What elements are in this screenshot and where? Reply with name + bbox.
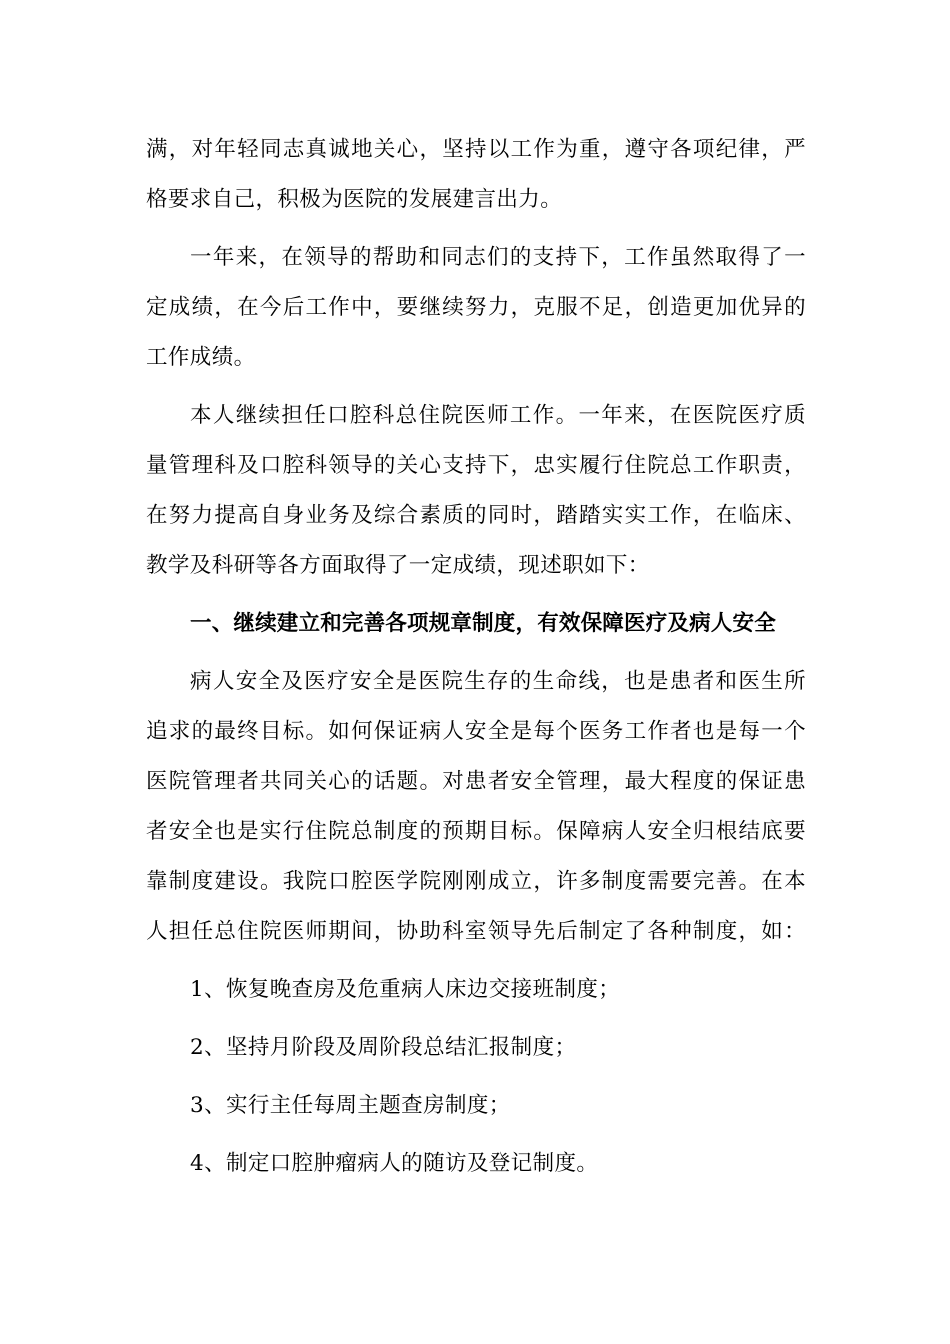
paragraph-3-line-2: 量管理科及口腔科领导的关心支持下，忠实履行住院总工作职责， [146, 453, 806, 478]
paragraph-3-line-1: 本人继续担任口腔科总住院医师工作。一年来，在医院医疗质 [190, 403, 806, 428]
section-heading: 一、继续建立和完善各项规章制度，有效保障医疗及病人安全 [190, 611, 776, 636]
paragraph-4-line-4: 者安全也是实行住院总制度的预期目标。保障病人安全归根结底要 [146, 819, 806, 844]
paragraph-4-line-2: 追求的最终目标。如何保证病人安全是每个医务工作者也是每一个 [146, 719, 806, 744]
paragraph-3-line-3: 在努力提高自身业务及综合素质的同时，踏踏实实工作，在临床、 [146, 503, 806, 528]
paragraph-4-line-5: 靠制度建设。我院口腔医学院刚刚成立，许多制度需要完善。在本 [146, 869, 806, 894]
paragraph-4-line-1: 病人安全及医疗安全是医院生存的生命线，也是患者和医生所 [190, 669, 806, 694]
list-item-4: 4、制定口腔肿瘤病人的随访及登记制度。 [190, 1151, 599, 1176]
list-item-1: 1、恢复晚查房及危重病人床边交接班制度； [190, 977, 621, 1002]
list-item-2: 2、坚持月阶段及周阶段总结汇报制度； [190, 1035, 577, 1060]
paragraph-1-line-2: 格要求自己，积极为医院的发展建言出力。 [146, 187, 563, 212]
paragraph-4-line-3: 医院管理者共同关心的话题。对患者安全管理，最大程度的保证患 [146, 769, 806, 794]
paragraph-1-line-1: 满，对年轻同志真诚地关心，坚持以工作为重，遵守各项纪律，严 [146, 137, 806, 162]
paragraph-3-line-4: 教学及科研等各方面取得了一定成绩，现述职如下： [146, 553, 650, 578]
paragraph-2-line-1: 一年来，在领导的帮助和同志们的支持下，工作虽然取得了一 [190, 245, 806, 270]
paragraph-2-line-2: 定成绩，在今后工作中，要继续努力，克服不足，创造更加优异的 [146, 295, 806, 320]
list-item-3: 3、实行主任每周主题查房制度； [190, 1093, 511, 1118]
paragraph-4-line-6: 人担任总住院医师期间，协助科室领导先后制定了各种制度，如： [146, 919, 806, 944]
paragraph-2-line-3: 工作成绩。 [146, 345, 256, 370]
